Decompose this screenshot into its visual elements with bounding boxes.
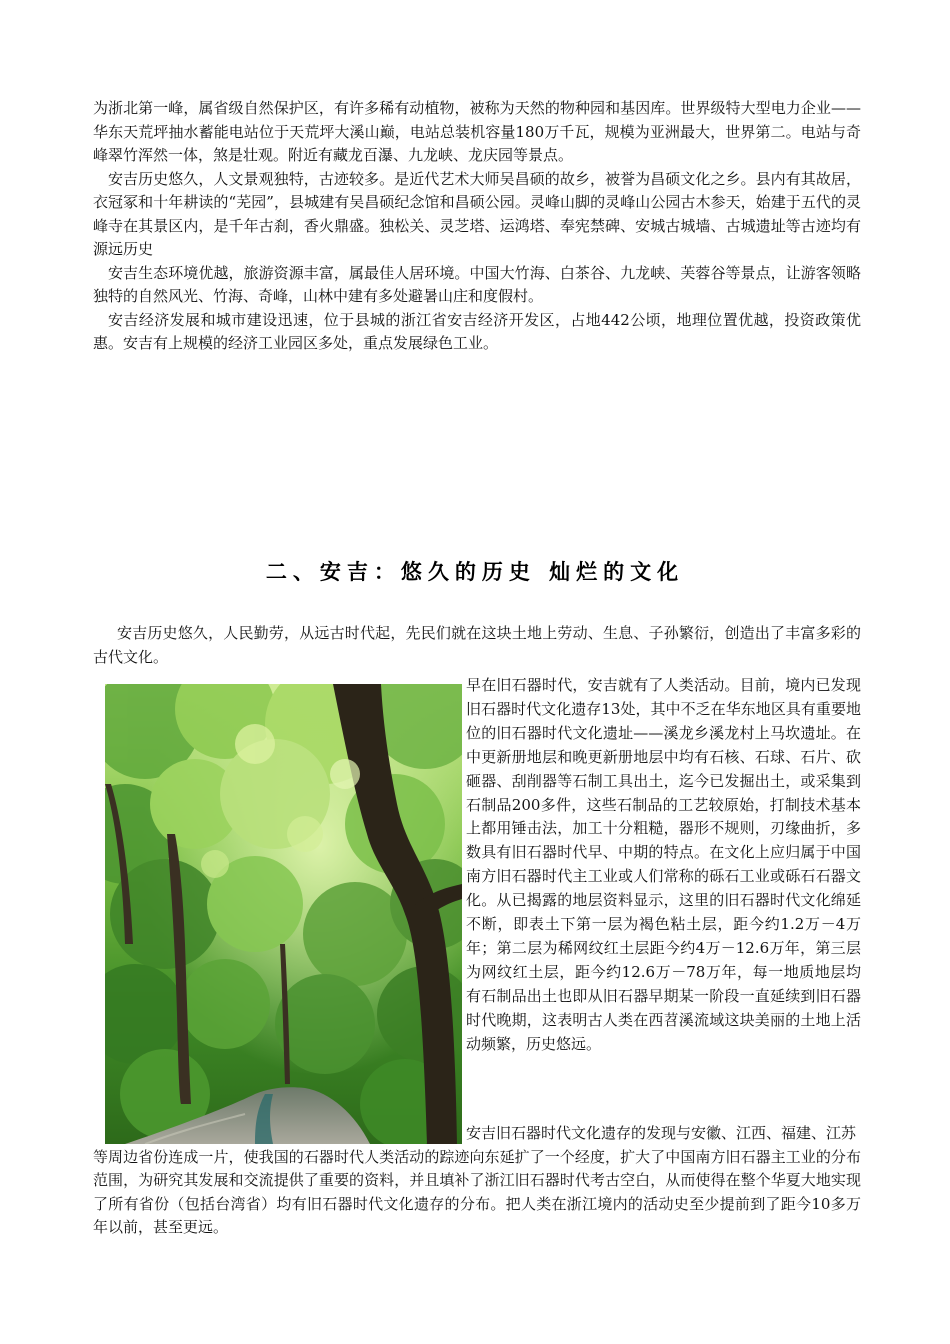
paragraph-economy: 安吉经济发展和城市建设迅速，位于县城的浙江省安吉经济开发区，占地442公顷，地理位置优越，投资政策优惠。安吉有上规模的经济工业园区多处，重点发展绿色工业。 — [93, 310, 861, 352]
paragraph-tianmu-mountain: 为浙北第一峰，属省级自然保护区，有许多稀有动植物，被称为天然的物种园和基因库。世界级特大型电力企业——华东天荒坪抽水蓄能电站位于天荒坪大溪山巅，电站总装机容量180万千瓦，规模为亚洲最大，世界第二。电站与奇峰翠竹浑然一体，煞是壮观。附近有藏龙百瀑、九龙峡、龙庆园等景点。 — [93, 99, 861, 164]
paragraph-history-culture: 安吉历史悠久，人文景观独特，古迹较多。是近代艺术大师吴昌硕的故乡，被誉为昌硕文化之乡。县内有其故居，衣冠冢和十年耕读的“芜园”，县城建有吴昌硕纪念馆和昌硕公园。灵峰山脚的灵峰山公园古木参天，始建于五代的灵峰寺在其景区内，是千年古刹，香火鼎盛。独松关、灵芝塔、运鸿塔、奉宪禁碑、安城古城墙、古城遗址等古迹均有源远历史 — [93, 169, 861, 258]
side-text-paleolithic — [466, 674, 861, 1057]
intro-section — [93, 622, 861, 669]
forest-path-photo — [105, 684, 462, 1144]
bottom-text-section — [93, 1122, 861, 1240]
bottom-paragraph: 安吉旧石器时代文化遗存的发现与安徽、江西、福建、江苏 等周边省份连成一片，使我国的石器时代人类活动的踪迹向东延扩了一个经度，扩大了中国南方旧石器主工业的分布范围，为研究其发展和交流提供了重要的资料，并且填补了浙江旧石器时代考古空白，从而使得在整个华夏大地实现了所有省份（包括台湾省）均有旧石器时代文化遗存的分布。把人类在浙江境内的活动史至少提前到了距今10多万年以前，甚至更远。 — [93, 1124, 861, 1236]
intro-paragraph: 安吉历史悠久，人民勤劳，从远古时代起，先民们就在这块土地上劳动、生息、子孙繁衍，创造出了丰富多彩的古代文化。 — [93, 624, 861, 666]
top-text-section — [93, 97, 861, 356]
paragraph-ecology: 安吉生态环境优越，旅游资源丰富，属最佳人居环境。中国大竹海、白茶谷、九龙峡、芙蓉谷等景点，让游客领略独特的自然风光、竹海、奇峰，山林中建有多处避暑山庄和度假村。 — [93, 263, 861, 305]
section-heading: 二、安吉：悠久的历史 灿烂的文化 — [265, 560, 685, 584]
paleolithic-paragraph: 早在旧石器时代，安吉就有了人类活动。目前，境内已发现旧石器时代文化遗存13处，其中不乏在华东地区具有重要地位的旧石器时代文化遗址——溪龙乡溪龙村上马坎遗址。在中更新册地层和晚更新册地层中均有石核、石球、石片、砍砸器、刮削器等石制工具出土，迄今已发掘出土，或采集到石制品200多件，这些石制品的工艺较原始，打制技术基本上都用锤击法，加工十分粗糙，器形不规则，刃缘曲折，多数具有旧石器时代早、中期的特点。在文化上应归属于中国南方旧石器时代主工业或人们常称的砾石工业或砾石石器文化。从已揭露的地层资料显示，这里的旧石器时代文化绵延不断，即表土下第一层为褐色粘土层，距今约1.2万－4万年；第二层为稀网纹红土层距今约4万－12.6万年，第三层为网纹红土层，距今约12.6万－78万年，每一地质地层均有石制品出土也即从旧石器早期某一阶段一直延续到旧石器时代晚期，这表明古人类在西苕溪流域这块美丽的土地上活动频繁，历史悠远。 — [466, 676, 861, 1053]
